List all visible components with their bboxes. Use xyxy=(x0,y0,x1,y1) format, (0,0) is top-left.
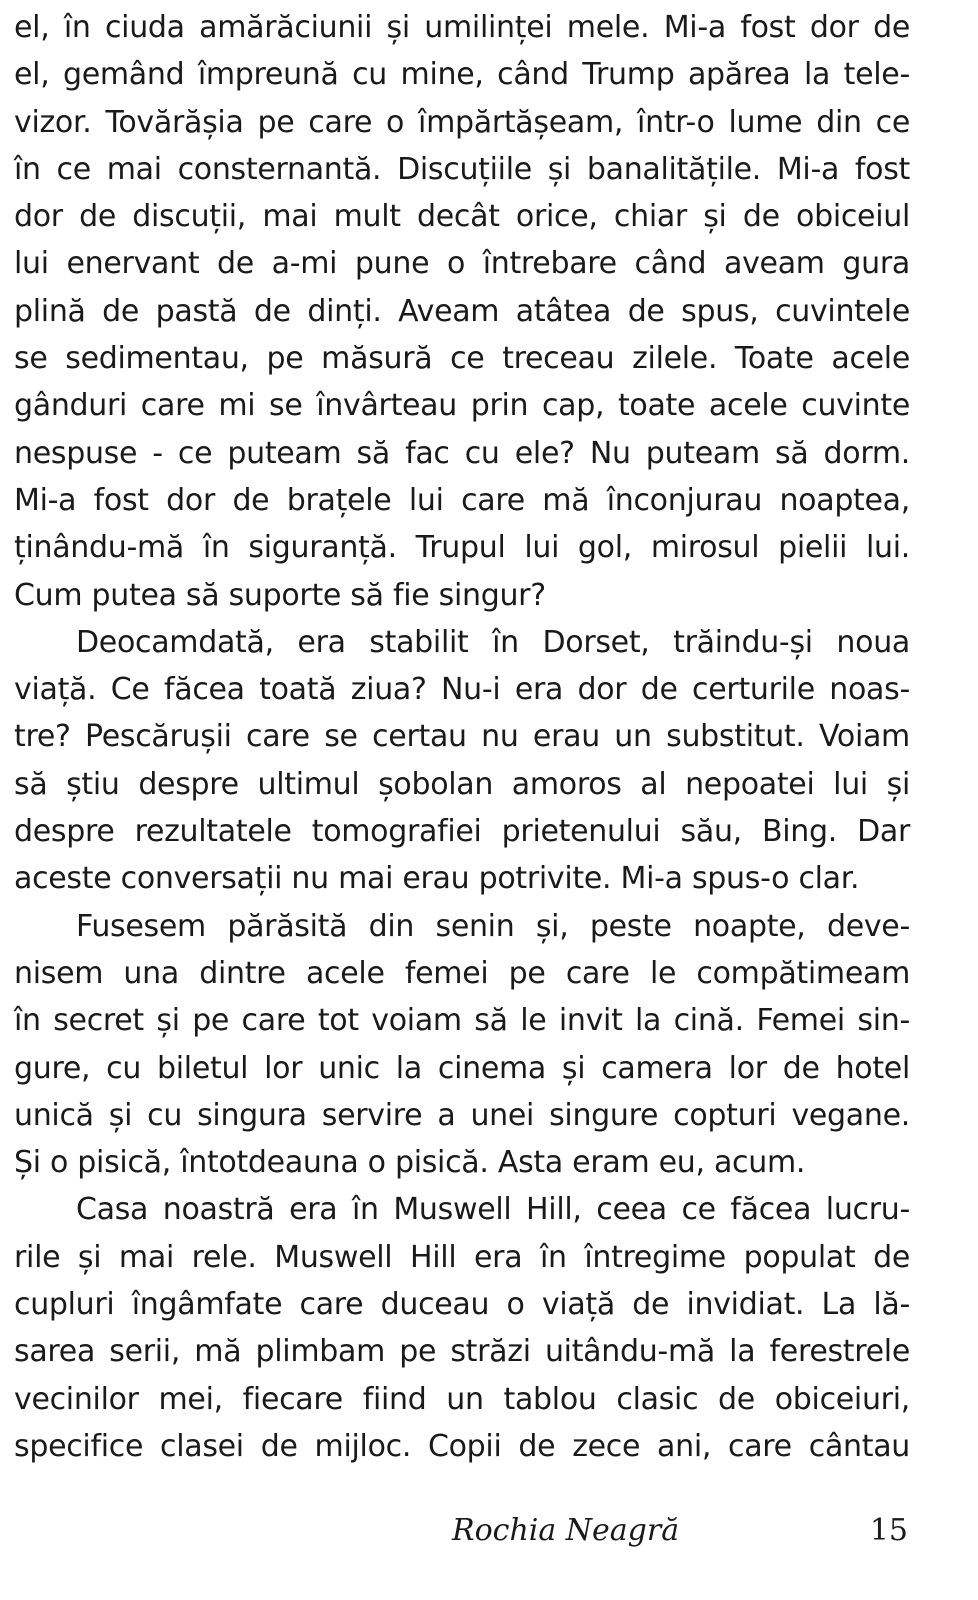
text-line: nisem una dintre acele femei pe care le compătimeam xyxy=(14,955,910,991)
text-line: vecinilor mei, fiecare fiind un tablou clasic de obiceiuri, xyxy=(14,1381,910,1417)
page-number: 15 xyxy=(869,1513,908,1548)
text-line: el, gemând împreună cu mine, când Trump apărea la tele- xyxy=(14,57,910,93)
text-line: specifice clasei de mijloc. Copii de zece ani, care cântau xyxy=(14,1428,910,1464)
text-line: unică și cu singura servire a unei singure copturi vegane. xyxy=(14,1097,910,1133)
text-line: el, în ciuda amărăciunii și umilinței mele. Mi-a fost dor de xyxy=(14,10,910,45)
text-line: sarea serii, mă plimbam pe străzi uitându-mă la ferestrele xyxy=(14,1334,910,1370)
text-line: Mi-a fost dor de brațele lui care mă înconjurau noaptea, xyxy=(14,482,910,518)
text-line: cupluri îngâmfate care duceau o viață de invidiat. La lă- xyxy=(14,1287,910,1323)
text-line: se sedimentau, pe măsură ce treceau zilele. Toate acele xyxy=(14,341,910,377)
text-line: gânduri care mi se învârteau prin cap, toate acele cuvinte xyxy=(14,388,910,424)
text-line: în ce mai consternantă. Discuțiile și banalitățile. Mi-a fost xyxy=(14,151,910,187)
body-text xyxy=(14,4,910,1470)
text-line: gure, cu biletul lor unic la cinema și camera lor de hotel xyxy=(14,1050,910,1086)
text-line: viață. Ce făcea toată ziua? Nu-i era dor de certurile noas- xyxy=(14,672,910,708)
text-line: plină de pastă de dinți. Aveam atâtea de spus, cuvintele xyxy=(14,293,910,329)
text-line: ținându-mă în siguranță. Trupul lui gol, mirosul pielii lui. xyxy=(14,530,910,566)
paragraph-start-line: Deocamdată, era stabilit în Dorset, trăindu-și noua xyxy=(76,624,910,660)
text-line: dor de discuții, mai mult decât orice, chiar și de obiceiul xyxy=(14,199,910,235)
text-line: vizor. Tovărășia pe care o împărtășeam, într-o lume din ce xyxy=(14,104,910,140)
paragraph-end-line: aceste conversații nu mai erau potrivite. Mi-a spus-o clar. xyxy=(14,861,860,897)
paragraph-start-line: Fusesem părăsită din senin și, peste noapte, deve- xyxy=(76,908,910,944)
text-line: nespuse - ce puteam să fac cu ele? Nu puteam să dorm. xyxy=(14,435,910,471)
running-footer-title: Rochia Neagră xyxy=(452,1513,680,1548)
text-line: să știu despre ultimul șobolan amoros al nepoatei lui și xyxy=(14,766,910,802)
text-line: în secret și pe care tot voiam să le invit la cină. Femei sin- xyxy=(14,1003,910,1039)
text-line: tre? Pescărușii care se certau nu erau un substitut. Voiam xyxy=(14,719,910,755)
paragraph-end-line: Cum putea să suporte să fie singur? xyxy=(14,577,546,613)
text-line: lui enervant de a-mi pune o întrebare când aveam gura xyxy=(14,246,910,282)
text-line: rile și mai rele. Muswell Hill era în întregime populat de xyxy=(14,1239,910,1275)
text-line: despre rezultatele tomografiei prietenului său, Bing. Dar xyxy=(14,814,910,850)
paragraph-start-line: Casa noastră era în Muswell Hill, ceea ce făcea lucru- xyxy=(76,1192,910,1228)
paragraph-end-line: Și o pisică, întotdeauna o pisică. Asta eram eu, acum. xyxy=(14,1145,806,1181)
